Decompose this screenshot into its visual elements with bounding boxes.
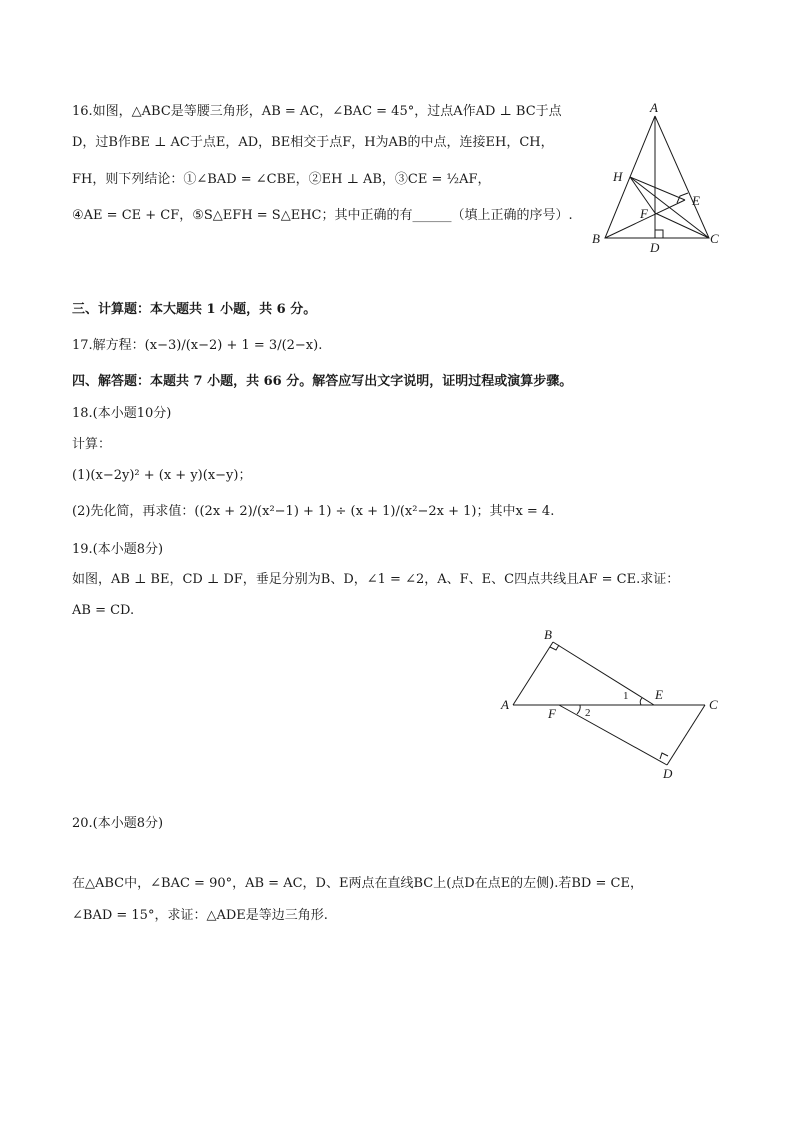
q19-line-1: 如图，AB ⊥ BE，CD ⊥ DF，垂足分别为B、D，∠1 = ∠2，A、F、E、C四点共线且AF = CE.求证： (72, 572, 680, 587)
label-d: D (650, 240, 660, 255)
q16-line-2: D，过B作BE ⊥ AC于点E，AD，BE相交于点F，H为AB的中点，连接EH，CH， (72, 135, 554, 150)
label-a2: A (501, 697, 509, 712)
label-f2: F (548, 706, 556, 721)
label-c2: C (709, 697, 718, 712)
q19-title: 19.(本小题8分) (72, 542, 164, 557)
label-h: H (613, 169, 623, 184)
q16-line-1: 16.如图，△ABC是等腰三角形，AB = AC，∠BAC = 45°，过点A作AD ⊥ BC于点 (72, 104, 562, 119)
q16-line-4: ④AE = CE + CF，⑤S△EFH = S△EHC；其中正确的有______（填上正确的序号）. (72, 208, 573, 223)
q20-line-2: ∠BAD = 15°，求证：△ADE是等边三角形. (72, 908, 328, 923)
q18-title: 18.(本小题10分) (72, 406, 172, 421)
label-angle-1: 1 (623, 690, 629, 702)
triangle-abc-figure (585, 100, 730, 260)
q16-line-3: FH，则下列结论：①∠BAD = ∠CBE，②EH ⊥ AB，③CE = ½AF， (72, 172, 491, 187)
label-c: C (710, 231, 719, 246)
q18-part-1: (1)(x−2y)² + (x + y)(x−y)； (72, 468, 252, 483)
section-4-heading: 四、解答题：本题共 7 小题，共 66 分。解答应写出文字说明，证明过程或演算步骤。 (72, 374, 573, 389)
q17-equation: 17.解方程：(x−3)/(x−2) + 1 = 3/(2−x). (72, 338, 323, 353)
label-a: A (650, 100, 658, 115)
section-3-heading: 三、计算题：本大题共 1 小题，共 6 分。 (72, 302, 317, 317)
label-b2: B (544, 627, 552, 642)
label-e: E (692, 193, 700, 208)
label-e2: E (655, 687, 663, 702)
q19-line-2: AB = CD. (72, 603, 135, 618)
label-d2: D (663, 766, 673, 781)
label-angle-2: 2 (585, 707, 591, 719)
q20-title: 20.(本小题8分) (72, 816, 164, 831)
label-b: B (592, 231, 600, 246)
parallelogram-figure (496, 622, 731, 787)
q20-line-1: 在△ABC中，∠BAC = 90°，AB = AC，D、E两点在直线BC上(点D在点E的左侧).若BD = CE， (72, 876, 643, 891)
q18-intro: 计算： (72, 437, 112, 452)
q18-part-2: (2)先化简，再求值：((2x + 2)/(x²−1) + 1) ÷ (x + 1)/(x²−2x + 1)；其中x = 4. (72, 504, 555, 519)
label-f: F (640, 206, 648, 221)
